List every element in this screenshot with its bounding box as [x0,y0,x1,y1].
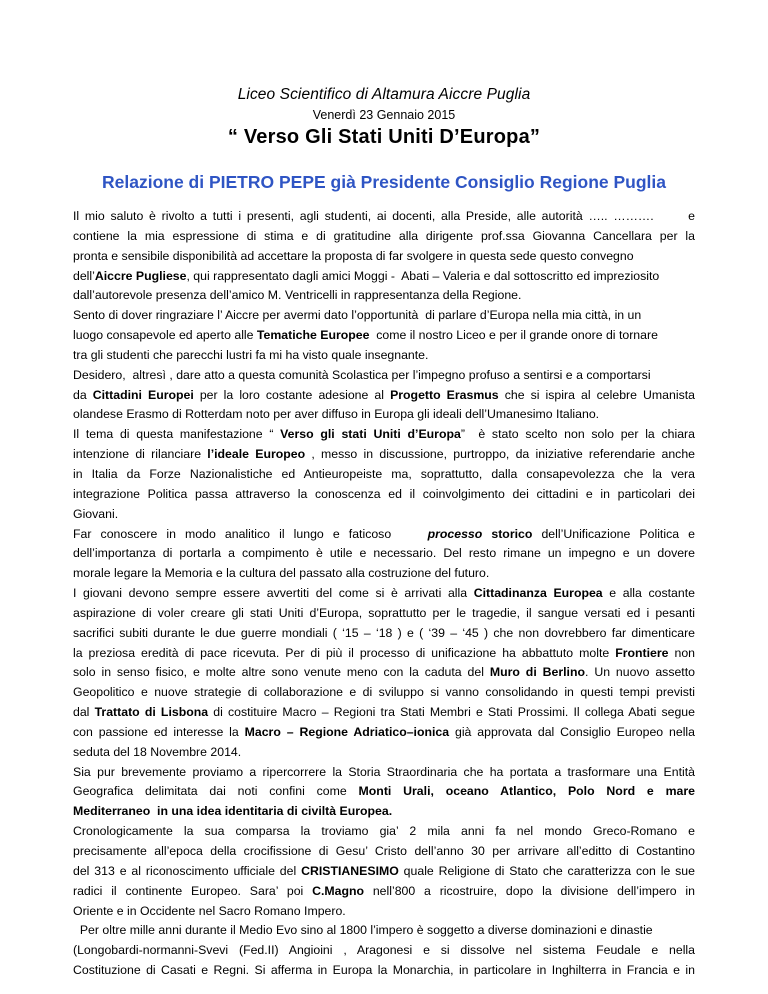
text-run: sacrifici subiti durante le due guerre mondiali ( ‘15 – ‘18 ) e ( ‘39 – ‘45 ) che non dovrebbero far dimenticare [73,625,695,640]
text-run: Geopolitico e nuove strategie di collaborazione e di sviluppo si vanno consolidando in questi tempi previsti [73,685,695,700]
text-run: in Italia da Forze Nazionalistiche ed Antieuropeiste ma, soprattutto, dalla consapevolezza che la vera [73,466,695,481]
text-run: nell’800 a ricostruire, dopo la divisione dell’impero in [364,883,696,898]
text-run: dall’autorevole presenza dell’amico M. Ventricelli in rappresentanza della Regione. [73,288,522,303]
body-line [73,941,695,961]
text-run: (Longobardi-normanni-Svevi (Fed.II) Angioini , Aragonesi e si dissolve nel sistema Feudale e nella [73,943,695,958]
text-run: intenzione di rilanciare [73,447,208,462]
emphasis-text: Verso gli stati Uniti d’Europa [280,427,461,442]
text-run: pronta e sensibile disponibilità ad accettare la proposta di far svolgere in questa sede questo convegno [73,248,634,263]
text-run: come il nostro Liceo e per il grande onore di tornare [369,328,658,343]
text-run: con passione ed interesse la [73,724,245,739]
text-run: Oriente e in Occidente nel Sacro Romano Impero. [73,903,346,918]
body-line [73,743,695,763]
body-line [73,445,695,465]
body-line [73,247,695,267]
emphasis-text: Macro – Regione Adriatico–ionica [244,724,450,739]
body-line [73,882,695,902]
body-line [73,306,695,326]
emphasis-text: Mediterraneo in una idea identitaria di civiltà Europea. [73,804,393,819]
body-line [73,644,695,664]
text-run: seduta del 18 Novembre 2014. [73,744,242,759]
body-line [73,227,695,247]
body-line [73,366,695,386]
emphasis-text: Trattato di Lisbona [94,705,209,720]
text-run: e alla costante [602,586,695,601]
text-run: tra gli studenti che parecchi lustri fa mi ha visto quale insegnante. [73,347,429,362]
text-run: Costituzione di Casati e Regni. Si afferma in Europa la Monarchia, in particolare in Inghilterra in Francia e in [73,963,695,978]
text-run: solo in senso fisico, e molte altre sono venute meno con la caduta del [73,665,490,680]
body-line [73,723,695,743]
body-line [73,862,695,882]
text-run: dal [73,705,95,720]
body-line [73,405,695,425]
emphasis-text: Progetto Erasmus [390,387,499,402]
body-line [73,485,695,505]
school-line: Liceo Scientifico di Altamura Aiccre Puglia [237,86,531,103]
emphasis-text: Muro di Berlino [489,665,585,680]
main-title: “ Verso Gli Stati Uniti D’Europa” [227,126,541,148]
text-run: Geografica delimitata dai noti confini come [73,784,359,799]
text-run: I giovani devono sempre essere avvertiti del come si è arrivati alla [73,586,474,601]
emphasis-text: storico [491,526,533,541]
emphasis-text: Tematiche Europee [256,328,370,343]
body-line [73,465,695,485]
report-subtitle: Relazione di PIETRO PEPE già Presidente Consiglio Regione Puglia [102,172,666,192]
text-run: contiene la mia espressione di stima e di gratitudine alla dirigente prof.ssa Giovanna Cancellara per la [73,228,695,243]
text-run: Il tema di questa manifestazione “ [73,427,281,442]
body-line [73,961,695,981]
text-run: Il mio saluto è rivolto a tutti i presenti, agli studenti, ai docenti, alla Preside, alle autorità ….. ………. e [73,209,695,223]
text-run: di costituire Macro – Regioni tra Stati Membri e Stati Prossimi. Il collega Abati segue [208,705,695,720]
body-line [73,425,695,445]
text-run: morale legare la Memoria e la cultura del passato alla costruzione del futuro. [73,566,490,581]
text-run: Giovani. [73,506,119,521]
body-line [73,544,695,564]
body-line [73,624,695,644]
text-run: precisamente all’epoca della crocifissione di Gesu’ Cristo dell’anno 30 per arrivare all’editto di Costantino [73,844,695,858]
text-run: Sia pur brevemente proviamo a ripercorrere la Storia Straordinaria che ha portata a trasformare una Entità [73,764,695,779]
body-line [73,802,695,822]
body-line [73,267,695,287]
body-line [73,386,695,406]
text-run: non [668,645,696,660]
text-run: Desidero, altresì , dare atto a questa comunità Scolastica per l’impegno profuso a sentirsi e a comportarsi [73,367,651,382]
body-line [73,604,695,624]
text-run: . Un nuovo assetto [585,665,695,680]
body-line [73,822,695,842]
body-line [73,564,695,584]
body-text [73,207,695,981]
text-run: Sento di dover ringraziare l’ Aiccre per avermi dato l’opportunità di parlare d’Europa nella mia città, in un [73,308,642,323]
text-run: Far conoscere in modo analitico il lungo e faticoso [73,526,428,541]
body-line [73,782,695,802]
body-line [73,346,695,366]
text-run: la preziosa eredità di pace ricevuta. Per di più il processo di unificazione ha abbattuto molte [73,645,616,660]
emphasis-text: processo [427,526,483,541]
body-line [73,902,695,922]
text-run: dell’ [73,268,95,283]
body-line [73,584,695,604]
body-line [73,683,695,703]
emphasis-text: l’ideale Europeo [207,447,306,462]
text-run: , qui rappresentato dagli amici Moggi - Abati – Valeria e dal sottoscritto ed impreziosito [186,268,660,283]
body-line [73,326,695,346]
text-run: , messo in discussione, purtroppo, da iniziative referendarie anche [305,447,696,462]
body-line [73,207,695,227]
text-run: del 313 e al riconoscimento ufficiale del [73,863,302,878]
text-run: da [73,387,93,402]
text-run: Per oltre mille anni durante il Medio Evo sino al 1800 l’impero è soggetto a diverse dominazioni e dinastie [73,923,653,938]
text-run: aspirazione di voler creare gli stati Uniti d’Europa, soprattutto per le tragedie, il sangue versati ed i pesanti [73,605,695,620]
emphasis-text: C.Magno [312,883,365,898]
text-run: già approvata dal Consiglio Europeo nella [449,724,695,739]
emphasis-text: Cittadini Europei [92,387,194,402]
text-run: luogo consapevole ed aperto alle [73,328,257,343]
text-run: quale Religione di Stato che caratterizza con le sue [398,863,695,878]
emphasis-text: Frontiere [615,645,669,660]
text-run: dell’Unificazione Politica e [532,526,696,541]
emphasis-text: CRISTIANESIMO [301,863,399,878]
body-line [73,763,695,783]
text-run: per la loro costante adesione al [193,387,391,402]
text-run: che si ispira al celebre Umanista [498,387,695,402]
text-run [482,527,491,541]
text-run: integrazione Politica passa attraverso la conoscenza ed il coinvolgimento dei cittadini e in particolari dei [73,486,695,501]
body-line [73,286,695,306]
body-line [73,842,695,862]
date-line: Venerdì 23 Gennaio 2015 [312,108,456,122]
body-line [73,505,695,525]
text-run: radici il continente Europeo. Sara’ poi [73,883,313,898]
body-line [73,663,695,683]
emphasis-text: Cittadinanza Europea [473,586,603,601]
text-run: ” è stato scelto non solo per la chiara [460,427,695,442]
body-line [73,921,695,941]
body-line [73,525,695,545]
text-run: olandese Erasmo di Rotterdam noto per aver diffuso in Europa gli ideali dell’Umanesimo Italiano. [73,407,600,422]
text-run: Cronologicamente la sua comparsa la troviamo gia’ 2 mila anni fa nel mondo Greco-Romano e [73,824,695,839]
emphasis-text: Aiccre Pugliese [94,268,187,283]
emphasis-text: Monti Urali, oceano Atlantico, Polo Nord e mare [358,784,695,799]
text-run: dell’importanza di portarla a compimento è utile e necessario. Del resto rimane un impegno e un dovere [73,546,695,561]
body-line [73,703,695,723]
